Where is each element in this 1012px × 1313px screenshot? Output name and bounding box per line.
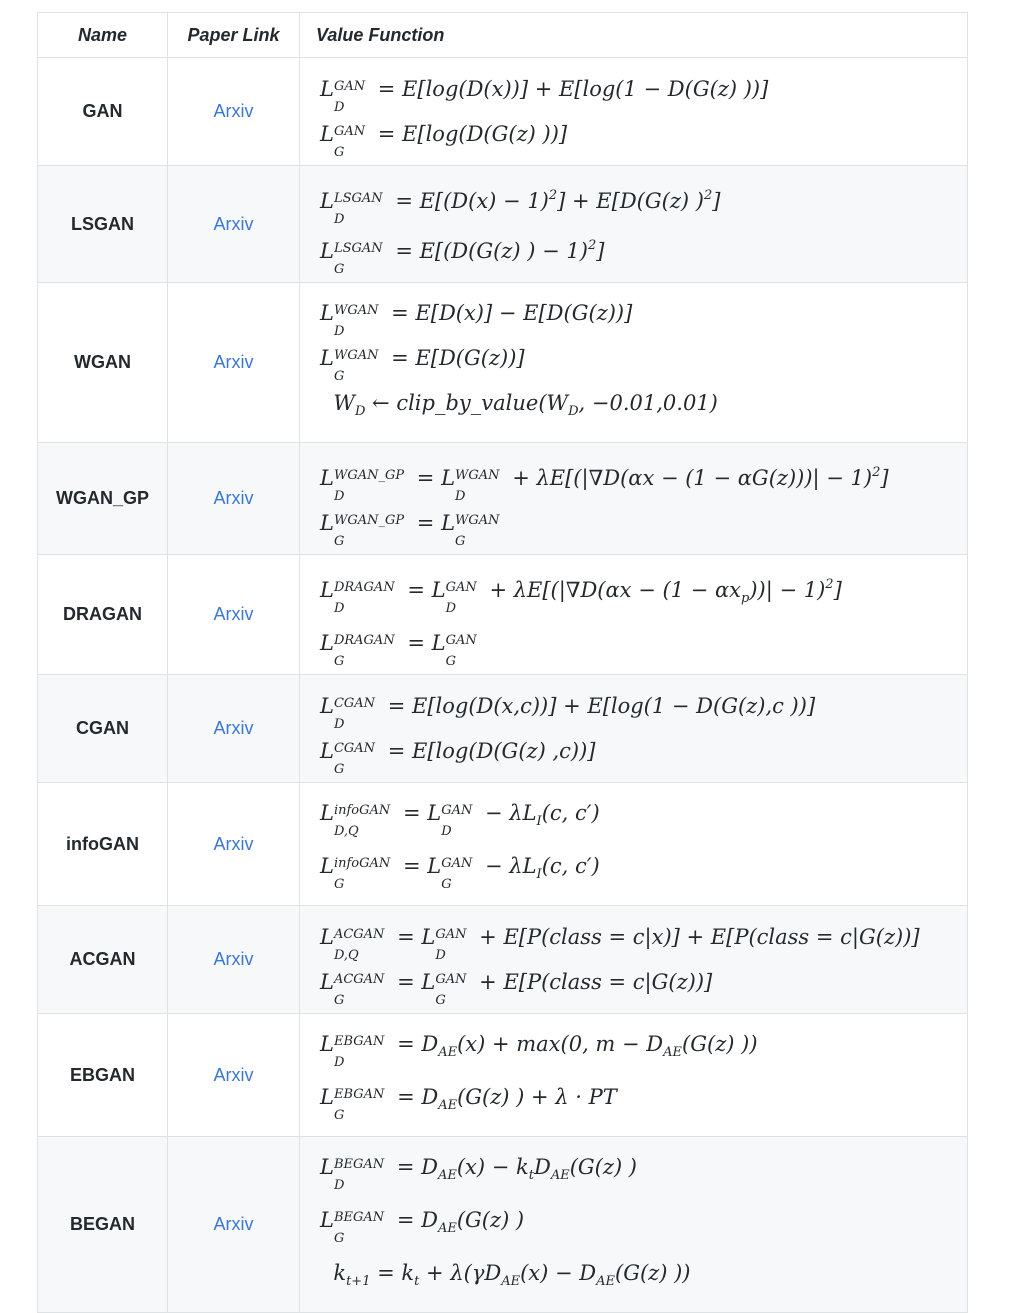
symbol-scripts xyxy=(445,633,477,669)
loss-symbol xyxy=(320,915,390,963)
formula-text: − λL xyxy=(478,854,537,878)
formula-line xyxy=(320,960,967,1008)
model-name: LSGAN xyxy=(71,213,134,234)
model-name: CGAN xyxy=(76,718,129,738)
formula-text: = xyxy=(396,801,428,825)
symbol-superscript: CGAN xyxy=(333,740,376,756)
formula-text: = xyxy=(400,631,432,655)
formula-text: − λL xyxy=(478,801,537,825)
formula-text: ] + E[D(G(z) ) xyxy=(557,189,704,213)
symbol-base: L xyxy=(320,466,334,490)
symbol-scripts xyxy=(333,1087,385,1123)
symbol-subscript: D,Q xyxy=(333,824,359,839)
formula-text: = D xyxy=(390,1085,439,1109)
formula-text: ← clip_by_value(W xyxy=(365,391,569,415)
symbol-subscript: D xyxy=(455,489,466,504)
symbol-subscript: G xyxy=(333,262,345,277)
formula-text: (G(z) ) xyxy=(569,1155,638,1179)
symbol-subscript: D xyxy=(441,824,452,839)
model-name: infoGAN xyxy=(66,833,139,854)
formula-text: k xyxy=(320,1261,347,1285)
arxiv-link[interactable]: Arxiv xyxy=(213,949,254,969)
value-function-cell xyxy=(300,1014,968,1137)
loss-symbol xyxy=(441,456,505,504)
subscript: D xyxy=(354,404,366,419)
loss-symbol xyxy=(320,229,389,277)
formula-line xyxy=(320,381,967,434)
subscript: I xyxy=(536,814,542,829)
formula-text: = xyxy=(390,969,422,994)
symbol-base: L xyxy=(320,301,334,325)
formula-text: = D xyxy=(390,1155,438,1179)
symbol-base: L xyxy=(431,631,446,655)
symbol-subscript: G xyxy=(333,144,345,160)
symbol-base: L xyxy=(320,738,334,763)
symbol-subscript: D xyxy=(333,1055,345,1070)
loss-symbol xyxy=(320,179,389,227)
symbol-base: L xyxy=(421,924,436,949)
symbol-subscript: G xyxy=(455,534,466,549)
formula-text: = xyxy=(400,578,432,602)
symbol-base: L xyxy=(320,631,334,655)
arxiv-link[interactable]: Arxiv xyxy=(213,352,254,372)
symbol-subscript: D xyxy=(333,489,345,504)
loss-symbol xyxy=(320,621,401,669)
formula-text: + E[P(class = c|x)] + E[P(class = c|G(z))] xyxy=(472,924,920,949)
symbol-base: L xyxy=(427,854,442,878)
paper-link-cell xyxy=(168,283,300,443)
paper-link-cell xyxy=(168,906,300,1014)
formula-text: = E[D(x)] − E[D(G(z))] xyxy=(384,301,633,325)
symbol-superscript: EBGAN xyxy=(333,1034,385,1049)
formula-line xyxy=(320,915,967,963)
symbol-superscript: infoGAN xyxy=(333,856,391,871)
subscript: t+1 xyxy=(346,1274,371,1289)
loss-symbol xyxy=(320,684,381,732)
paper-link-cell xyxy=(168,555,300,675)
symbol-subscript: D xyxy=(333,716,345,732)
symbol-scripts xyxy=(333,695,376,732)
symbol-scripts xyxy=(333,468,405,504)
formula-text: + λ(γD xyxy=(419,1261,502,1285)
symbol-subscript: D xyxy=(445,601,457,616)
formula-line xyxy=(320,684,967,732)
symbol-superscript: DRAGAN xyxy=(333,633,395,648)
symbol-base: L xyxy=(320,578,334,602)
symbol-superscript: GAN xyxy=(445,580,477,595)
symbol-subscript: G xyxy=(445,654,456,669)
model-name-cell xyxy=(38,675,168,783)
gan-comparison-table xyxy=(37,12,968,1313)
formula-line xyxy=(320,1145,967,1198)
formula-line xyxy=(320,501,967,549)
symbol-scripts xyxy=(333,123,366,160)
table-row xyxy=(38,58,968,166)
formula-text: = E[log(D(G(z) ,c))] xyxy=(381,738,596,763)
symbol-scripts xyxy=(333,633,395,669)
symbol-superscript: WGAN_GP xyxy=(333,468,405,483)
formula-text: = k xyxy=(370,1261,415,1285)
symbol-scripts xyxy=(333,303,379,339)
loss-symbol xyxy=(320,291,384,339)
formula-line xyxy=(320,1198,967,1251)
symbol-scripts xyxy=(333,971,385,1008)
paper-link-cell xyxy=(168,675,300,783)
formula-text: (x) + max(0, m − D xyxy=(457,1032,664,1056)
symbol-scripts xyxy=(333,513,405,549)
formula-line xyxy=(320,336,967,384)
model-name: GAN xyxy=(82,101,123,121)
symbol-scripts xyxy=(435,926,467,963)
symbol-base: L xyxy=(320,1208,334,1232)
exponent: 2 xyxy=(872,465,881,480)
exponent: 2 xyxy=(703,188,713,203)
formula-line xyxy=(320,1022,967,1075)
formula-text: = E[(D(G(z) ) − 1) xyxy=(388,239,588,263)
model-name: WGAN_GP xyxy=(55,488,149,508)
model-name-cell xyxy=(38,906,168,1014)
symbol-base: L xyxy=(320,76,334,101)
value-function-cell xyxy=(300,555,968,675)
symbol-base: L xyxy=(320,239,334,263)
symbol-superscript: GAN xyxy=(445,633,477,648)
formula-line xyxy=(320,563,967,621)
model-name: WGAN xyxy=(74,352,131,372)
value-function-cell xyxy=(300,783,968,906)
formula-line xyxy=(320,112,967,160)
loss-symbol xyxy=(320,960,390,1008)
symbol-subscript: G xyxy=(435,992,446,1008)
symbol-superscript: GAN xyxy=(333,78,366,94)
symbol-scripts xyxy=(333,926,385,963)
symbol-base: L xyxy=(431,578,446,602)
symbol-superscript: WGAN_GP xyxy=(333,513,405,528)
symbol-subscript: D,Q xyxy=(333,947,359,963)
symbol-subscript: G xyxy=(333,992,345,1008)
model-name-cell xyxy=(38,283,168,443)
symbol-scripts xyxy=(333,191,383,227)
symbol-base: L xyxy=(320,924,334,949)
value-function-cell xyxy=(300,443,968,555)
model-name-cell xyxy=(38,58,168,166)
value-function-cell xyxy=(300,58,968,166)
table-row xyxy=(38,443,968,555)
formula-line xyxy=(320,844,967,897)
value-function-cell xyxy=(300,283,968,443)
symbol-scripts xyxy=(333,1210,385,1246)
subscript: I xyxy=(536,867,542,882)
symbol-superscript: BEGAN xyxy=(333,1157,385,1172)
paper-link-cell xyxy=(168,58,300,166)
formula-line xyxy=(320,451,967,504)
loss-symbol xyxy=(320,1198,390,1246)
symbol-base: L xyxy=(441,466,456,490)
symbol-base: L xyxy=(320,1085,334,1109)
formula-line xyxy=(320,174,967,227)
formula-text: , −0.01,0.01) xyxy=(578,391,718,415)
symbol-scripts xyxy=(441,856,473,892)
formula-text: = D xyxy=(390,1208,438,1232)
symbol-scripts xyxy=(333,78,366,115)
symbol-subscript: D xyxy=(333,601,345,616)
arxiv-link[interactable]: Arxiv xyxy=(213,718,254,738)
paper-link-cell xyxy=(168,1014,300,1137)
subscript: t xyxy=(528,1168,534,1183)
symbol-superscript: LSGAN xyxy=(333,191,383,206)
loss-symbol xyxy=(320,1075,390,1123)
subscript: AE xyxy=(437,1168,457,1183)
formula-text: (G(z) )) xyxy=(682,1032,758,1056)
exponent: 2 xyxy=(825,577,834,592)
exponent: 2 xyxy=(548,188,558,203)
loss-symbol xyxy=(431,621,483,669)
subscript: AE xyxy=(501,1274,521,1289)
formula-text: (G(z) )) xyxy=(615,1261,691,1285)
formula-text: = E[log(D(G(z) ))] xyxy=(371,121,568,146)
paper-link-cell xyxy=(168,1137,300,1313)
symbol-base: L xyxy=(320,511,334,535)
loss-symbol xyxy=(320,336,384,384)
symbol-scripts xyxy=(333,803,391,839)
symbol-superscript: BEGAN xyxy=(333,1210,385,1225)
symbol-base: L xyxy=(320,854,334,878)
loss-symbol xyxy=(421,960,472,1008)
loss-symbol xyxy=(441,501,505,549)
formula-text: ))| − 1) xyxy=(749,578,826,602)
formula-line xyxy=(320,791,967,844)
model-name-cell xyxy=(38,1137,168,1313)
formula-text: = E[D(G(z))] xyxy=(384,346,525,370)
symbol-subscript: D xyxy=(333,99,345,115)
symbol-subscript: D xyxy=(435,947,446,963)
symbol-scripts xyxy=(441,803,473,839)
symbol-superscript: WGAN xyxy=(455,468,500,483)
symbol-superscript: CGAN xyxy=(333,695,376,711)
arxiv-link[interactable]: Arxiv xyxy=(213,833,254,854)
symbol-base: L xyxy=(427,801,442,825)
symbol-base: L xyxy=(320,1155,334,1179)
paper-link-cell xyxy=(168,166,300,283)
formula-line xyxy=(320,1075,967,1128)
symbol-scripts xyxy=(333,348,379,384)
formula-text: (G(z) ) + λ · PT xyxy=(457,1085,617,1109)
formula-text: ] xyxy=(596,239,605,263)
symbol-superscript: GAN xyxy=(441,803,473,818)
model-name-cell xyxy=(38,555,168,675)
symbol-subscript: G xyxy=(333,1231,345,1246)
symbol-scripts xyxy=(333,856,391,892)
formula-text: (G(z) ) xyxy=(456,1208,525,1232)
header-paper-link: Paper Link xyxy=(168,13,300,58)
table-row xyxy=(38,783,968,906)
table-row xyxy=(38,555,968,675)
loss-symbol xyxy=(320,568,401,616)
value-function-cell xyxy=(300,166,968,283)
symbol-superscript: WGAN xyxy=(333,303,379,318)
formula-line xyxy=(320,1251,967,1304)
arxiv-link[interactable]: Arxiv xyxy=(213,1214,254,1234)
symbol-scripts xyxy=(435,971,467,1008)
formula-text: + λE[(|∇D(αx − (1 − αx xyxy=(482,578,741,602)
formula-text: ] xyxy=(880,466,889,490)
symbol-subscript: G xyxy=(333,654,345,669)
symbol-superscript: GAN xyxy=(435,971,467,987)
formula-text: ] xyxy=(712,189,721,213)
formula-text: (c, c′) xyxy=(541,854,600,878)
symbol-scripts xyxy=(333,740,376,777)
value-function-cell xyxy=(300,906,968,1014)
symbol-superscript: WGAN xyxy=(455,513,500,528)
model-name: BEGAN xyxy=(69,1214,135,1234)
symbol-subscript: G xyxy=(333,877,345,892)
symbol-superscript: GAN xyxy=(333,123,366,139)
symbol-base: L xyxy=(421,969,436,994)
symbol-scripts xyxy=(333,1034,385,1070)
formula-text: = E[log(D(x,c))] + E[log(1 − D(G(z),c ))] xyxy=(381,693,816,718)
symbol-base: L xyxy=(320,121,334,146)
loss-symbol xyxy=(427,791,478,839)
formula-line xyxy=(320,224,967,277)
formula-text: = E[log(D(x))] + E[log(1 − D(G(z) ))] xyxy=(371,76,769,101)
symbol-base: L xyxy=(441,511,456,535)
symbol-scripts xyxy=(455,468,500,504)
subscript: AE xyxy=(438,1045,458,1060)
model-name-cell xyxy=(38,166,168,283)
symbol-base: L xyxy=(320,346,334,370)
paper-link-cell xyxy=(168,783,300,906)
formula-text: ] xyxy=(833,578,842,602)
model-name: ACGAN xyxy=(69,949,136,969)
formula-text: = E[(D(x) − 1) xyxy=(388,189,549,213)
symbol-subscript: G xyxy=(333,369,345,384)
formula-text: (c, c′) xyxy=(541,801,600,825)
formula-line xyxy=(320,729,967,777)
formula-text: = xyxy=(390,924,422,949)
symbol-superscript: infoGAN xyxy=(333,803,391,818)
arxiv-link[interactable]: Arxiv xyxy=(213,604,254,624)
model-name: EBGAN xyxy=(69,1064,135,1085)
subscript: AE xyxy=(437,1221,457,1236)
subscript: p xyxy=(741,591,750,606)
formula-line xyxy=(320,291,967,339)
formula-text: + λE[(|∇D(αx − (1 − αG(z)))| − 1) xyxy=(505,466,873,490)
header-name: Name xyxy=(38,13,168,58)
formula-text: = xyxy=(396,854,428,878)
loss-symbol xyxy=(421,915,472,963)
table-header-row xyxy=(38,13,968,58)
loss-symbol xyxy=(320,67,371,115)
loss-symbol xyxy=(320,112,371,160)
subscript: AE xyxy=(596,1274,616,1289)
subscript: t xyxy=(414,1274,420,1289)
subscript: AE xyxy=(663,1045,683,1060)
value-function-cell xyxy=(300,675,968,783)
table-row xyxy=(38,166,968,283)
symbol-subscript: D xyxy=(333,324,345,339)
formula-text: = D xyxy=(390,1032,439,1056)
loss-symbol xyxy=(320,844,396,892)
loss-symbol xyxy=(320,1022,390,1070)
loss-symbol xyxy=(320,791,396,839)
loss-symbol xyxy=(320,729,381,777)
paper-link-cell xyxy=(168,443,300,555)
model-name: DRAGAN xyxy=(63,604,142,624)
table-row xyxy=(38,1137,968,1313)
formula-text: = xyxy=(410,511,442,535)
symbol-superscript: ACGAN xyxy=(333,926,385,942)
symbol-superscript: GAN xyxy=(435,926,467,942)
table-row xyxy=(38,675,968,783)
symbol-scripts xyxy=(455,513,500,549)
symbol-scripts xyxy=(333,1157,385,1193)
arxiv-link[interactable]: Arxiv xyxy=(213,213,254,234)
symbol-scripts xyxy=(333,580,395,616)
symbol-superscript: WGAN xyxy=(333,348,379,363)
table-row xyxy=(38,283,968,443)
formula-text: D xyxy=(533,1155,551,1179)
subscript: AE xyxy=(550,1168,570,1183)
loss-symbol xyxy=(431,568,483,616)
arxiv-link[interactable]: Arxiv xyxy=(213,488,254,508)
formula-line xyxy=(320,621,967,669)
symbol-base: L xyxy=(320,693,334,718)
symbol-scripts xyxy=(445,580,477,616)
model-name-cell xyxy=(38,443,168,555)
model-name-cell xyxy=(38,783,168,906)
arxiv-link[interactable]: Arxiv xyxy=(213,1064,254,1085)
value-function-cell xyxy=(300,1137,968,1313)
loss-symbol xyxy=(320,501,410,549)
symbol-superscript: EBGAN xyxy=(333,1087,385,1102)
symbol-base: L xyxy=(320,189,334,213)
formula-line xyxy=(320,67,967,115)
subscript: D xyxy=(568,404,579,419)
formula-text: (x) − k xyxy=(456,1155,529,1179)
subscript: AE xyxy=(438,1098,458,1113)
symbol-base: L xyxy=(320,1032,334,1056)
symbol-superscript: GAN xyxy=(441,856,473,871)
symbol-subscript: D xyxy=(333,212,345,227)
symbol-base: L xyxy=(320,801,334,825)
symbol-subscript: G xyxy=(333,534,345,549)
table-row xyxy=(38,906,968,1014)
symbol-subscript: G xyxy=(441,877,452,892)
exponent: 2 xyxy=(587,238,597,253)
loss-symbol xyxy=(427,844,478,892)
symbol-superscript: DRAGAN xyxy=(333,580,395,595)
symbol-superscript: ACGAN xyxy=(333,971,385,987)
formula-text: (x) − D xyxy=(520,1261,597,1285)
formula-text: = xyxy=(410,466,442,490)
formula-text: W xyxy=(320,391,355,415)
table-row xyxy=(38,1014,968,1137)
symbol-subscript: D xyxy=(333,1178,345,1193)
model-name-cell xyxy=(38,1014,168,1137)
symbol-subscript: G xyxy=(333,761,345,777)
loss-symbol xyxy=(320,1145,390,1193)
symbol-subscript: G xyxy=(333,1108,345,1123)
header-value-function: Value Function xyxy=(300,13,968,58)
arxiv-link[interactable]: Arxiv xyxy=(213,101,254,121)
symbol-base: L xyxy=(320,969,334,994)
loss-symbol xyxy=(320,456,410,504)
symbol-superscript: LSGAN xyxy=(333,241,383,256)
symbol-scripts xyxy=(333,241,383,277)
formula-text: + E[P(class = c|G(z))] xyxy=(472,969,713,994)
